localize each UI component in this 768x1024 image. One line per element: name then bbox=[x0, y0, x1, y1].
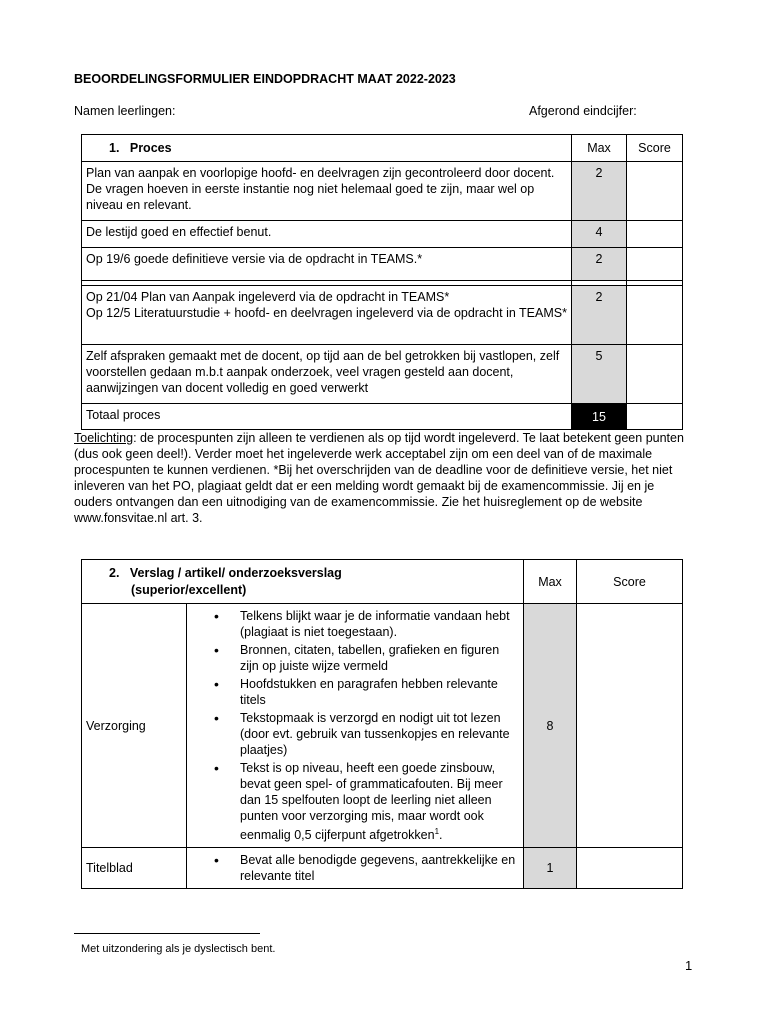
list-item: • Hoofdstukken en paragrafen hebben relevante titels bbox=[214, 676, 498, 707]
total-row bbox=[82, 404, 683, 430]
max-value: 2 bbox=[572, 286, 627, 345]
bullet-icon: • bbox=[214, 852, 219, 869]
note-label: Toelichting bbox=[74, 431, 134, 445]
total-score-cell[interactable] bbox=[627, 404, 683, 430]
table-row bbox=[82, 248, 683, 281]
bullet-icon: • bbox=[214, 760, 219, 776]
list-item: • Bevat alle benodigde gegevens, aantrekkelijke en relevante titel bbox=[214, 852, 516, 884]
max-value: 2 bbox=[572, 162, 627, 221]
table-row bbox=[82, 162, 683, 221]
criterion-text: De lestijd goed en effectief benut. bbox=[82, 221, 572, 248]
max-value: 1 bbox=[524, 848, 577, 889]
score-cell[interactable] bbox=[627, 286, 683, 345]
note-text: : de procespunten zijn alleen te verdienen als op tijd wordt ingeleverd. Te laat betekent geen punten (dus ook geen deel!). Verder moet het ingeleverde werk acceptabel zijn om een deel van of de maximale procespunten te kunnen verdienen. *Bij het overschrijden van de deadline voor de definitieve versie, het niet inleveren van het PO, plagiaat geldt dat er een melding wordt gemaakt bij de examencommissie. Jij en je ouders ontvangen dan een uitnodiging van de examencommissie. Zie het huisreglement op de website www.fonsvitae.nl art. 3. bbox=[74, 431, 684, 525]
criterion-bullets bbox=[187, 848, 524, 889]
table-row bbox=[82, 286, 683, 345]
max-value: 4 bbox=[572, 221, 627, 248]
list-item: • Bronnen, citaten, tabellen, grafieken en figuren zijn op juiste wijze vermeld bbox=[214, 642, 500, 673]
page-number: 1 bbox=[685, 958, 693, 973]
footnote-text: Met uitzondering als je dyslectisch bent. bbox=[81, 943, 276, 955]
score-header: Score bbox=[577, 560, 683, 604]
max-header: Max bbox=[572, 135, 627, 162]
report-heading: 2. Verslag / artikel/ onderzoeksverslag (superior/excellent) bbox=[82, 560, 524, 604]
criterion-label: Verzorging bbox=[82, 604, 187, 848]
footnote-divider bbox=[74, 933, 260, 934]
max-header: Max bbox=[524, 560, 577, 604]
process-heading: 1. Proces bbox=[82, 135, 572, 162]
bullet-icon: • bbox=[214, 642, 219, 658]
max-value: 5 bbox=[572, 345, 627, 404]
criterion-text: Zelf afspraken gemaakt met de docent, op tijd aan de bel getrokken bij vastlopen, zelf voorstellen gedaan m.b.t aanpak onderzoek, veel vragen gesteld aan docent, aanwijzingen van docent volledig en goed verwerkt bbox=[82, 345, 572, 404]
report-header-row bbox=[82, 560, 683, 604]
score-header: Score bbox=[627, 135, 683, 162]
table-row bbox=[82, 221, 683, 248]
score-cell[interactable] bbox=[627, 345, 683, 404]
list-item: • Telkens blijkt waar je de informatie vandaan hebt (plagiaat is niet toegestaan). bbox=[214, 608, 510, 639]
names-label: Namen leerlingen: bbox=[74, 104, 176, 118]
explanation-note bbox=[74, 430, 686, 526]
list-item: • Tekstopmaak is verzorgd en nodigt uit tot lezen (door evt. gebruik van tussenkopjes en relevante plaatjes) bbox=[214, 710, 510, 757]
report-table bbox=[81, 559, 683, 889]
score-cell[interactable] bbox=[627, 221, 683, 248]
table-row bbox=[82, 604, 683, 848]
max-value: 8 bbox=[524, 604, 577, 848]
criterion-bullets bbox=[187, 604, 524, 848]
score-cell[interactable] bbox=[577, 604, 683, 848]
document-title: BEOORDELINGSFORMULIER EINDOPDRACHT MAAT 2022-2023 bbox=[74, 72, 456, 86]
list-item: • Tekst is op niveau, heeft een goede zinsbouw, bevat geen spel- of grammaticafouten. Bij meer dan 15 spelfouten loopt de leerling niet alleen punten voor verzorging mis, maar wordt ook eenmalig 0,5 cijferpunt afgetrokken$^1$. bbox=[214, 760, 503, 843]
bullet-icon: • bbox=[214, 676, 219, 692]
criterion-text: Op 21/04 Plan van Aanpak ingeleverd via de opdracht in TEAMS* Op 12/5 Literatuurstudie + hoofd- en deelvragen ingeleverd via de opdracht in TEAMS* bbox=[82, 286, 572, 345]
criterion-label: Titelblad bbox=[82, 848, 187, 889]
footnote-ref[interactable]: 1 bbox=[434, 827, 440, 836]
table-row bbox=[82, 848, 683, 889]
grade-label: Afgerond eindcijfer: bbox=[529, 104, 637, 118]
score-cell[interactable] bbox=[627, 162, 683, 221]
process-header-row bbox=[82, 135, 683, 162]
max-value: 2 bbox=[572, 248, 627, 281]
total-label: Totaal proces bbox=[82, 404, 572, 430]
process-table bbox=[81, 134, 683, 430]
bullet-icon: • bbox=[214, 608, 219, 624]
criterion-text: Op 19/6 goede definitieve versie via de opdracht in TEAMS.* bbox=[82, 248, 572, 281]
score-cell[interactable] bbox=[577, 848, 683, 889]
table-row bbox=[82, 345, 683, 404]
total-max: 15 bbox=[572, 404, 627, 430]
criterion-text: Plan van aanpak en voorlopige hoofd- en deelvragen zijn gecontroleerd door docent. De vragen hoeven in eerste instantie nog niet helemaal goed te zijn, maar wel op niveau en relevant. bbox=[82, 162, 572, 221]
bullet-icon: • bbox=[214, 710, 219, 726]
score-cell[interactable] bbox=[627, 248, 683, 281]
